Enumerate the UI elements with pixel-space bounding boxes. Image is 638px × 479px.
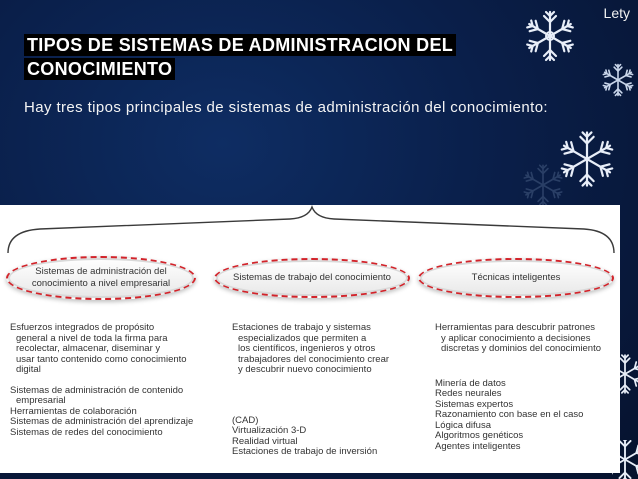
description-line: general a nivel de toda la firma para [16, 332, 168, 344]
example-item: Lógica difusa [435, 419, 491, 431]
title-line: CONOCIMIENTO [24, 58, 175, 80]
snowflake-icon [600, 62, 636, 98]
example-item: Virtualización 3-D [232, 425, 307, 436]
description-line: especializados que permiten a [238, 332, 367, 344]
enterprise-km-ellipse [6, 256, 196, 300]
description-line: digital [16, 364, 41, 375]
intelligent-techniques-column [435, 323, 620, 452]
description-line: Estaciones de trabajo y sistemas [232, 322, 371, 333]
example-item: empresarial [16, 395, 66, 406]
example-item: Sistemas expertos [435, 398, 514, 410]
knowledge-systems-diagram [0, 205, 620, 473]
title-line: TIPOS DE SISTEMAS DE ADMINISTRACION DEL [24, 34, 456, 56]
example-item: Sistemas de administración del aprendizaje [10, 416, 194, 427]
description-line: trabajadores del conocimiento crear [238, 353, 390, 365]
description-line: y aplicar conocimiento a decisiones [441, 332, 591, 344]
knowledge-work-ellipse [214, 258, 410, 298]
example-item: Agentes inteligentes [435, 440, 521, 452]
example-item: Realidad virtual [232, 435, 298, 447]
description-line: recolectar, almacenar, diseminar y [16, 343, 161, 354]
example-item: Algoritmos genéticos [435, 430, 524, 441]
example-item: Herramientas de colaboración [10, 405, 137, 417]
knowledge-work-column [232, 323, 432, 458]
description-line: y descubrir nuevo conocimiento [238, 364, 372, 375]
description-line: discretas y dominios del conocimiento [441, 343, 601, 354]
intro-paragraph: Hay tres tipos principales de sistemas de administración del conocimiento: [24, 99, 548, 116]
intelligent-techniques-ellipse [418, 258, 614, 298]
example-item: Redes neurales [435, 388, 502, 399]
heading-line: Sistemas de administración del [35, 266, 167, 277]
snowflake-icon [520, 162, 566, 208]
slide-title [24, 33, 514, 81]
description-line: usar tanto contenido como conocimiento [16, 353, 187, 365]
example-item: Estaciones de trabajo de inversión [232, 446, 378, 457]
description-line: Esfuerzos integrados de propósito [10, 322, 155, 333]
heading-line: conocimiento a nivel empresarial [31, 278, 171, 289]
example-item: Sistemas de administración de contenido [10, 384, 184, 396]
example-item: Razonamiento con base en el caso [435, 409, 584, 420]
example-item: Minería de datos [435, 377, 506, 389]
snowflake-icon [522, 8, 578, 64]
heading-line: Sistemas de trabajo del conocimiento [233, 272, 391, 283]
author-label: Lety [603, 5, 630, 21]
example-item: (CAD) [232, 414, 259, 426]
description-line: los científicos, ingenieros y otros [238, 343, 376, 354]
heading-line: Técnicas inteligentes [471, 272, 561, 283]
enterprise-km-column [10, 323, 215, 438]
description-line: Herramientas para descubrir patrones [435, 322, 595, 333]
example-item: Sistemas de redes del conocimiento [10, 426, 163, 438]
